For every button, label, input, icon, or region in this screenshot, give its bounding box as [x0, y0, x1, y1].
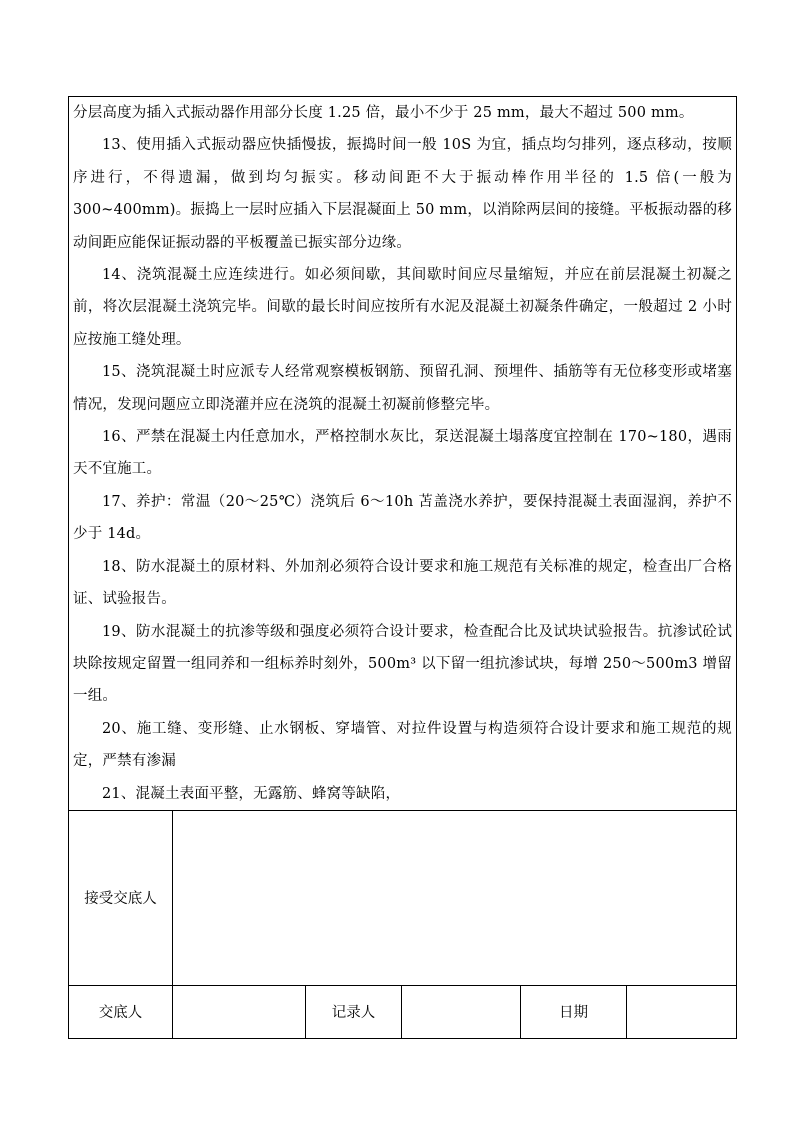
paragraph-layer-height: 分层高度为插入式振动器作用部分长度 1.25 倍，最小不少于 25 mm，最大不超过 500 mm。 — [73, 105, 694, 121]
recorder-label: 记录人 — [306, 985, 402, 1038]
paragraph-19: 19、防水混凝土的抗渗等级和强度必须符合设计要求，检查配合比及试块试验报告。抗渗试砼试块除按规定留置一组同养和一组标养时刻外，500m³ 以下留一组抗渗试块，每增 250～500m3 增留一组。 — [73, 623, 733, 705]
content-cell — [69, 97, 737, 811]
paragraph-16: 16、严禁在混凝土内任意加水，严格控制水灰比，泵送混凝土塌落度宜控制在 170~180，遇雨天不宜施工。 — [73, 429, 733, 478]
paragraph-15: 15、浇筑混凝土时应派专人经常观察模板钢筋、预留孔洞、预埋件、插筋等有无位移变形或堵塞情况，发现问题应立即浇灌并应在浇筑的混凝土初凝前修整完毕。 — [73, 364, 733, 413]
receiver-field[interactable] — [173, 810, 737, 985]
recorder-field[interactable] — [402, 985, 521, 1038]
paragraph-18: 18、防水混凝土的原材料、外加剂必须符合设计要求和施工规范有关标准的规定，检查出厂合格证、试验报告。 — [73, 558, 733, 608]
paragraph-13: 13、使用插入式振动器应快插慢拔，振捣时间一般 10S 为宜，插点均匀排列，逐点移动，按顺序进行，不得遗漏，做到均匀振实。移动间距不大于振动棒作用半径的 1.5 倍(一般为 300~400mm)。振捣上一层时应插入下层混凝面上 50 mm，以消除两层间的接缝。平板振动器的移动间距应能保证振动器的平板覆盖已振实部分边缘。 — [73, 137, 733, 251]
signature-row — [69, 985, 737, 1038]
date-label: 日期 — [521, 985, 627, 1038]
disclosure-table — [68, 96, 737, 1039]
content-row — [69, 97, 737, 811]
receiver-row — [69, 810, 737, 985]
paragraph-21: 21、混凝土表面平整，无露筋、蜂窝等缺陷， — [102, 785, 401, 802]
discloser-label: 交底人 — [69, 985, 173, 1038]
date-field[interactable] — [627, 985, 737, 1038]
receiver-label: 接受交底人 — [69, 810, 173, 985]
paragraph-14: 14、浇筑混凝土应连续进行。如必须间歇，其间歇时间应尽量缩短，并应在前层混凝土初凝之前，将次层混凝土浇筑完毕。间歇的最长时间应按所有水泥及混凝土初凝条件确定，一般超过 2 小时应按施工缝处理。 — [73, 267, 733, 348]
paragraph-17: 17、养护：常温（20～25℃）浇筑后 6～10h 苫盖浇水养护，要保持混凝土表面湿润，养护不少于 14d。 — [73, 493, 733, 543]
paragraph-20: 20、施工缝、变形缝、止水钢板、穿墙管、对拉件设置与构造须符合设计要求和施工规范的规定，严禁有渗漏 — [73, 720, 733, 770]
discloser-field[interactable] — [173, 985, 306, 1038]
